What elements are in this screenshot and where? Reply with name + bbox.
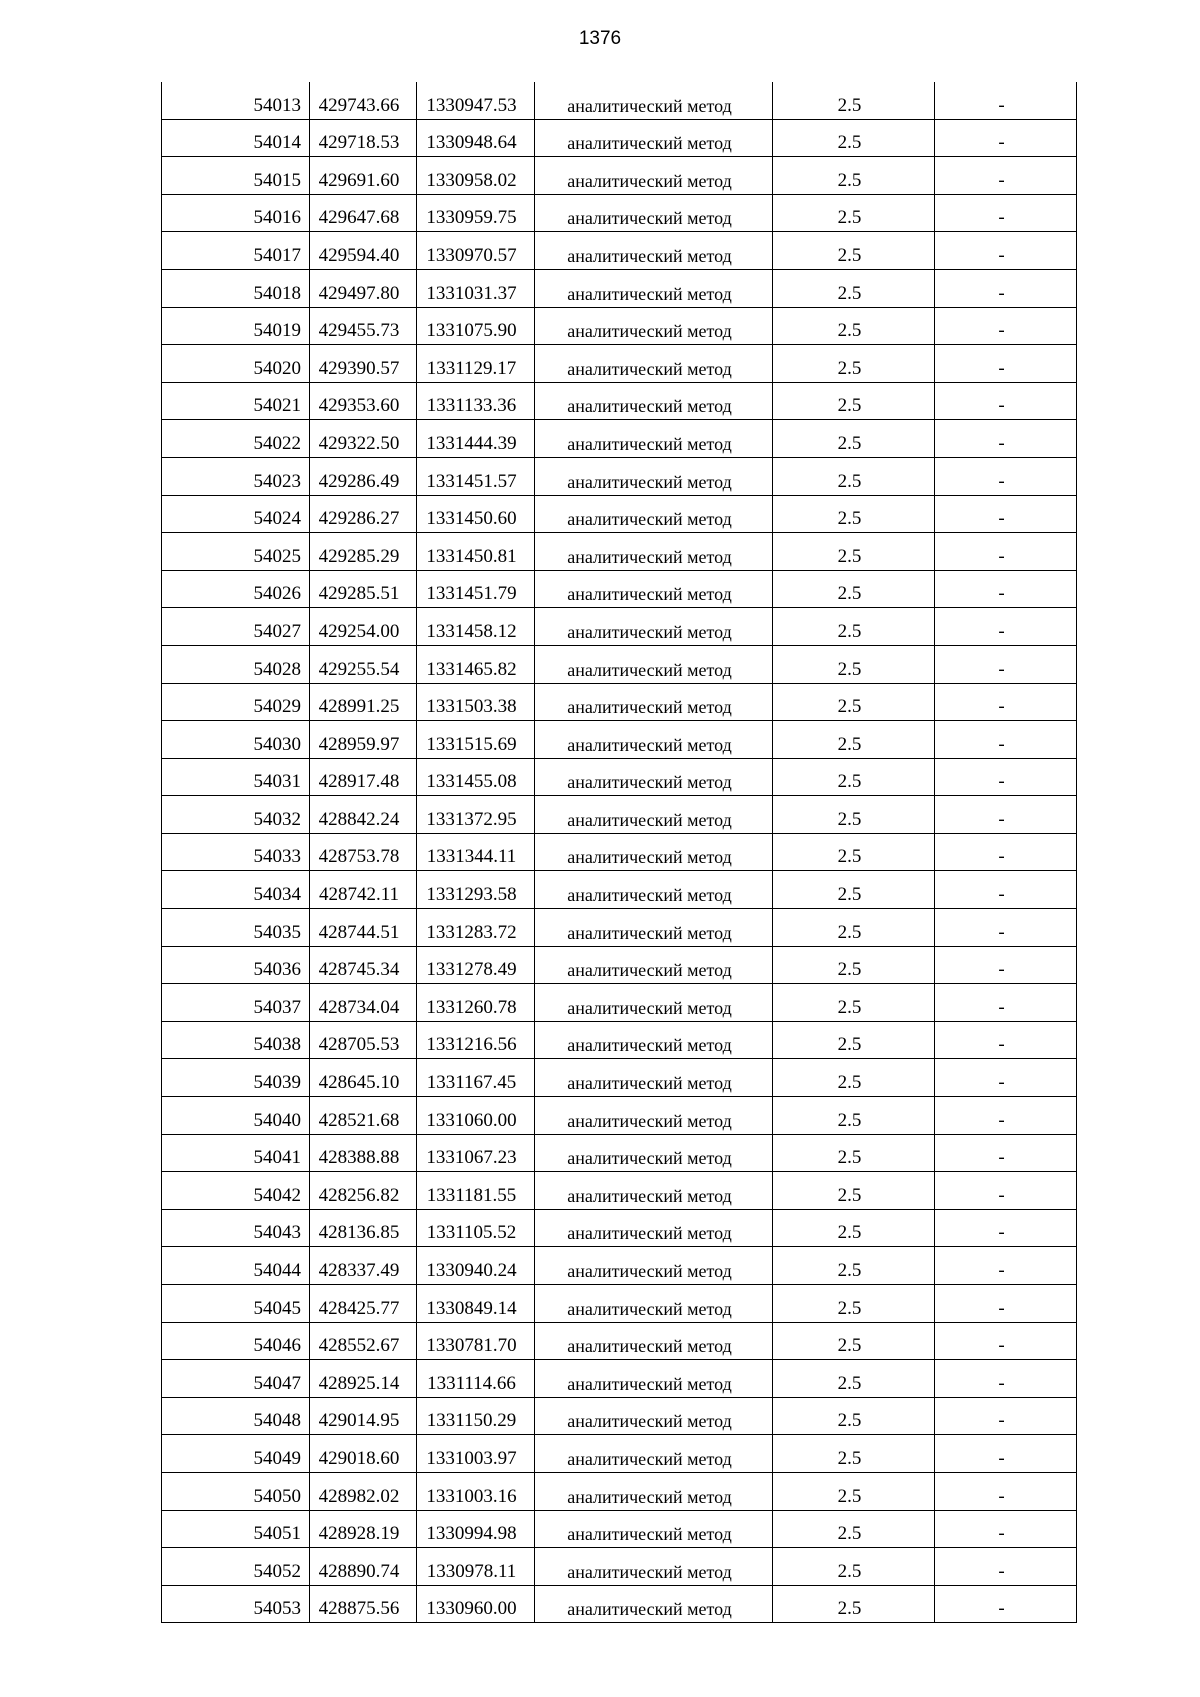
note-cell: - — [935, 420, 1077, 458]
method-cell: аналитический метод — [535, 683, 773, 721]
method-cell: аналитический метод — [535, 420, 773, 458]
method-cell: аналитический метод — [535, 1435, 773, 1473]
table-row — [162, 495, 1077, 533]
x-coordinate-cell: 428753.78 — [310, 833, 417, 871]
point-number-cell: 54013 — [162, 82, 310, 119]
accuracy-cell: 2.5 — [773, 1472, 935, 1510]
note-cell: - — [935, 796, 1077, 834]
y-coordinate-cell: 1331067.23 — [417, 1134, 535, 1172]
note-cell: - — [935, 82, 1077, 119]
x-coordinate-cell: 429497.80 — [310, 269, 417, 307]
accuracy-cell: 2.5 — [773, 721, 935, 759]
x-coordinate-cell: 428645.10 — [310, 1059, 417, 1097]
method-cell: аналитический метод — [535, 382, 773, 420]
table-row — [162, 871, 1077, 909]
point-number-cell: 54053 — [162, 1585, 310, 1623]
y-coordinate-cell: 1330947.53 — [417, 82, 535, 119]
table-row — [162, 194, 1077, 232]
y-coordinate-cell: 1330958.02 — [417, 157, 535, 195]
point-number-cell: 54034 — [162, 871, 310, 909]
note-cell: - — [935, 157, 1077, 195]
table-row — [162, 420, 1077, 458]
table-row — [162, 1097, 1077, 1135]
accuracy-cell: 2.5 — [773, 1435, 935, 1473]
point-number-cell: 54049 — [162, 1435, 310, 1473]
point-number-cell: 54014 — [162, 119, 310, 157]
y-coordinate-cell: 1331060.00 — [417, 1097, 535, 1135]
coordinates-table-body — [162, 82, 1077, 1623]
method-cell: аналитический метод — [535, 119, 773, 157]
y-coordinate-cell: 1330849.14 — [417, 1285, 535, 1323]
point-number-cell: 54036 — [162, 946, 310, 984]
note-cell: - — [935, 871, 1077, 909]
accuracy-cell: 2.5 — [773, 833, 935, 871]
accuracy-cell: 2.5 — [773, 382, 935, 420]
point-number-cell: 54019 — [162, 307, 310, 345]
point-number-cell: 54042 — [162, 1172, 310, 1210]
table-row — [162, 1585, 1077, 1623]
method-cell: аналитический метод — [535, 1247, 773, 1285]
point-number-cell: 54052 — [162, 1548, 310, 1586]
table-row — [162, 1059, 1077, 1097]
note-cell: - — [935, 345, 1077, 383]
y-coordinate-cell: 1330940.24 — [417, 1247, 535, 1285]
method-cell: аналитический метод — [535, 758, 773, 796]
accuracy-cell: 2.5 — [773, 796, 935, 834]
page-number: 1376 — [578, 28, 622, 49]
table-row — [162, 1472, 1077, 1510]
note-cell: - — [935, 1097, 1077, 1135]
note-cell: - — [935, 307, 1077, 345]
note-cell: - — [935, 1397, 1077, 1435]
method-cell: аналитический метод — [535, 1209, 773, 1247]
method-cell: аналитический метод — [535, 194, 773, 232]
note-cell: - — [935, 1059, 1077, 1097]
y-coordinate-cell: 1331133.36 — [417, 382, 535, 420]
point-number-cell: 54022 — [162, 420, 310, 458]
note-cell: - — [935, 645, 1077, 683]
table-row — [162, 1322, 1077, 1360]
point-number-cell: 54045 — [162, 1285, 310, 1323]
table-row — [162, 119, 1077, 157]
x-coordinate-cell: 428890.74 — [310, 1548, 417, 1586]
table-row — [162, 1247, 1077, 1285]
note-cell: - — [935, 570, 1077, 608]
x-coordinate-cell: 428337.49 — [310, 1247, 417, 1285]
y-coordinate-cell: 1331278.49 — [417, 946, 535, 984]
point-number-cell: 54020 — [162, 345, 310, 383]
note-cell: - — [935, 984, 1077, 1022]
accuracy-cell: 2.5 — [773, 1322, 935, 1360]
table-row — [162, 1134, 1077, 1172]
y-coordinate-cell: 1331031.37 — [417, 269, 535, 307]
accuracy-cell: 2.5 — [773, 1021, 935, 1059]
point-number-cell: 54023 — [162, 457, 310, 495]
method-cell: аналитический метод — [535, 157, 773, 195]
table-row — [162, 269, 1077, 307]
point-number-cell: 54031 — [162, 758, 310, 796]
y-coordinate-cell: 1330959.75 — [417, 194, 535, 232]
table-row — [162, 82, 1077, 119]
table-row — [162, 1548, 1077, 1586]
method-cell: аналитический метод — [535, 1397, 773, 1435]
y-coordinate-cell: 1331075.90 — [417, 307, 535, 345]
method-cell: аналитический метод — [535, 82, 773, 119]
y-coordinate-cell: 1331181.55 — [417, 1172, 535, 1210]
accuracy-cell: 2.5 — [773, 1059, 935, 1097]
y-coordinate-cell: 1330781.70 — [417, 1322, 535, 1360]
note-cell: - — [935, 457, 1077, 495]
note-cell: - — [935, 683, 1077, 721]
accuracy-cell: 2.5 — [773, 82, 935, 119]
table-row — [162, 721, 1077, 759]
table-row — [162, 796, 1077, 834]
accuracy-cell: 2.5 — [773, 269, 935, 307]
table-row — [162, 683, 1077, 721]
method-cell: аналитический метод — [535, 909, 773, 947]
accuracy-cell: 2.5 — [773, 1097, 935, 1135]
note-cell: - — [935, 1172, 1077, 1210]
accuracy-cell: 2.5 — [773, 232, 935, 270]
x-coordinate-cell: 428925.14 — [310, 1360, 417, 1398]
accuracy-cell: 2.5 — [773, 119, 935, 157]
point-number-cell: 54038 — [162, 1021, 310, 1059]
method-cell: аналитический метод — [535, 1285, 773, 1323]
accuracy-cell: 2.5 — [773, 758, 935, 796]
point-number-cell: 54015 — [162, 157, 310, 195]
accuracy-cell: 2.5 — [773, 1510, 935, 1548]
method-cell: аналитический метод — [535, 1360, 773, 1398]
x-coordinate-cell: 428136.85 — [310, 1209, 417, 1247]
table-row — [162, 758, 1077, 796]
y-coordinate-cell: 1331515.69 — [417, 721, 535, 759]
x-coordinate-cell: 428425.77 — [310, 1285, 417, 1323]
method-cell: аналитический метод — [535, 533, 773, 571]
y-coordinate-cell: 1331450.81 — [417, 533, 535, 571]
accuracy-cell: 2.5 — [773, 1285, 935, 1323]
point-number-cell: 54050 — [162, 1472, 310, 1510]
y-coordinate-cell: 1331216.56 — [417, 1021, 535, 1059]
y-coordinate-cell: 1331105.52 — [417, 1209, 535, 1247]
accuracy-cell: 2.5 — [773, 495, 935, 533]
method-cell: аналитический метод — [535, 1059, 773, 1097]
x-coordinate-cell: 429286.27 — [310, 495, 417, 533]
x-coordinate-cell: 428705.53 — [310, 1021, 417, 1059]
accuracy-cell: 2.5 — [773, 1585, 935, 1623]
point-number-cell: 54040 — [162, 1097, 310, 1135]
table-row — [162, 1397, 1077, 1435]
point-number-cell: 54018 — [162, 269, 310, 307]
accuracy-cell: 2.5 — [773, 645, 935, 683]
table-row — [162, 533, 1077, 571]
point-number-cell: 54027 — [162, 608, 310, 646]
x-coordinate-cell: 429254.00 — [310, 608, 417, 646]
point-number-cell: 54029 — [162, 683, 310, 721]
note-cell: - — [935, 758, 1077, 796]
note-cell: - — [935, 194, 1077, 232]
y-coordinate-cell: 1331451.57 — [417, 457, 535, 495]
point-number-cell: 54028 — [162, 645, 310, 683]
x-coordinate-cell: 428928.19 — [310, 1510, 417, 1548]
accuracy-cell: 2.5 — [773, 345, 935, 383]
note-cell: - — [935, 946, 1077, 984]
x-coordinate-cell: 429353.60 — [310, 382, 417, 420]
x-coordinate-cell: 429285.51 — [310, 570, 417, 608]
accuracy-cell: 2.5 — [773, 1360, 935, 1398]
point-number-cell: 54035 — [162, 909, 310, 947]
point-number-cell: 54025 — [162, 533, 310, 571]
table-row — [162, 232, 1077, 270]
table-row — [162, 1285, 1077, 1323]
accuracy-cell: 2.5 — [773, 871, 935, 909]
accuracy-cell: 2.5 — [773, 1397, 935, 1435]
note-cell: - — [935, 1548, 1077, 1586]
note-cell: - — [935, 1585, 1077, 1623]
method-cell: аналитический метод — [535, 946, 773, 984]
x-coordinate-cell: 429285.29 — [310, 533, 417, 571]
table-row — [162, 1510, 1077, 1548]
accuracy-cell: 2.5 — [773, 307, 935, 345]
y-coordinate-cell: 1331003.97 — [417, 1435, 535, 1473]
point-number-cell: 54043 — [162, 1209, 310, 1247]
method-cell: аналитический метод — [535, 1134, 773, 1172]
x-coordinate-cell: 429390.57 — [310, 345, 417, 383]
x-coordinate-cell: 429718.53 — [310, 119, 417, 157]
x-coordinate-cell: 428917.48 — [310, 758, 417, 796]
x-coordinate-cell: 428742.11 — [310, 871, 417, 909]
y-coordinate-cell: 1330948.64 — [417, 119, 535, 157]
method-cell: аналитический метод — [535, 1472, 773, 1510]
table-row — [162, 1172, 1077, 1210]
x-coordinate-cell: 429743.66 — [310, 82, 417, 119]
accuracy-cell: 2.5 — [773, 1172, 935, 1210]
note-cell: - — [935, 833, 1077, 871]
x-coordinate-cell: 428982.02 — [310, 1472, 417, 1510]
point-number-cell: 54048 — [162, 1397, 310, 1435]
note-cell: - — [935, 232, 1077, 270]
method-cell: аналитический метод — [535, 871, 773, 909]
method-cell: аналитический метод — [535, 1172, 773, 1210]
note-cell: - — [935, 1510, 1077, 1548]
x-coordinate-cell: 428521.68 — [310, 1097, 417, 1135]
method-cell: аналитический метод — [535, 1585, 773, 1623]
y-coordinate-cell: 1331344.11 — [417, 833, 535, 871]
method-cell: аналитический метод — [535, 984, 773, 1022]
method-cell: аналитический метод — [535, 645, 773, 683]
table-row — [162, 645, 1077, 683]
note-cell: - — [935, 1134, 1077, 1172]
y-coordinate-cell: 1331444.39 — [417, 420, 535, 458]
table-row — [162, 157, 1077, 195]
y-coordinate-cell: 1331114.66 — [417, 1360, 535, 1398]
accuracy-cell: 2.5 — [773, 570, 935, 608]
x-coordinate-cell: 429455.73 — [310, 307, 417, 345]
x-coordinate-cell: 428959.97 — [310, 721, 417, 759]
method-cell: аналитический метод — [535, 269, 773, 307]
x-coordinate-cell: 428842.24 — [310, 796, 417, 834]
y-coordinate-cell: 1331129.17 — [417, 345, 535, 383]
accuracy-cell: 2.5 — [773, 457, 935, 495]
point-number-cell: 54032 — [162, 796, 310, 834]
y-coordinate-cell: 1330960.00 — [417, 1585, 535, 1623]
accuracy-cell: 2.5 — [773, 1548, 935, 1586]
y-coordinate-cell: 1331503.38 — [417, 683, 535, 721]
table-row — [162, 946, 1077, 984]
x-coordinate-cell: 428552.67 — [310, 1322, 417, 1360]
point-number-cell: 54016 — [162, 194, 310, 232]
point-number-cell: 54026 — [162, 570, 310, 608]
note-cell: - — [935, 721, 1077, 759]
y-coordinate-cell: 1330970.57 — [417, 232, 535, 270]
method-cell: аналитический метод — [535, 1097, 773, 1135]
point-number-cell: 54030 — [162, 721, 310, 759]
table-row — [162, 457, 1077, 495]
accuracy-cell: 2.5 — [773, 157, 935, 195]
y-coordinate-cell: 1331465.82 — [417, 645, 535, 683]
note-cell: - — [935, 608, 1077, 646]
table-row — [162, 1021, 1077, 1059]
x-coordinate-cell: 428734.04 — [310, 984, 417, 1022]
x-coordinate-cell: 429691.60 — [310, 157, 417, 195]
y-coordinate-cell: 1331150.29 — [417, 1397, 535, 1435]
method-cell: аналитический метод — [535, 307, 773, 345]
x-coordinate-cell: 428388.88 — [310, 1134, 417, 1172]
accuracy-cell: 2.5 — [773, 608, 935, 646]
x-coordinate-cell: 428744.51 — [310, 909, 417, 947]
coordinates-table — [161, 82, 1077, 1623]
point-number-cell: 54017 — [162, 232, 310, 270]
y-coordinate-cell: 1331293.58 — [417, 871, 535, 909]
y-coordinate-cell: 1331260.78 — [417, 984, 535, 1022]
point-number-cell: 54051 — [162, 1510, 310, 1548]
table-row — [162, 1360, 1077, 1398]
accuracy-cell: 2.5 — [773, 194, 935, 232]
point-number-cell: 54047 — [162, 1360, 310, 1398]
method-cell: аналитический метод — [535, 608, 773, 646]
table-row — [162, 1435, 1077, 1473]
method-cell: аналитический метод — [535, 232, 773, 270]
point-number-cell: 54046 — [162, 1322, 310, 1360]
x-coordinate-cell: 428991.25 — [310, 683, 417, 721]
y-coordinate-cell: 1331283.72 — [417, 909, 535, 947]
method-cell: аналитический метод — [535, 796, 773, 834]
y-coordinate-cell: 1331455.08 — [417, 758, 535, 796]
y-coordinate-cell: 1331372.95 — [417, 796, 535, 834]
accuracy-cell: 2.5 — [773, 984, 935, 1022]
x-coordinate-cell: 428256.82 — [310, 1172, 417, 1210]
point-number-cell: 54021 — [162, 382, 310, 420]
x-coordinate-cell: 429286.49 — [310, 457, 417, 495]
note-cell: - — [935, 1435, 1077, 1473]
table-row — [162, 570, 1077, 608]
x-coordinate-cell: 429594.40 — [310, 232, 417, 270]
x-coordinate-cell: 429255.54 — [310, 645, 417, 683]
note-cell: - — [935, 1021, 1077, 1059]
method-cell: аналитический метод — [535, 721, 773, 759]
method-cell: аналитический метод — [535, 833, 773, 871]
accuracy-cell: 2.5 — [773, 909, 935, 947]
table-row — [162, 345, 1077, 383]
point-number-cell: 54041 — [162, 1134, 310, 1172]
method-cell: аналитический метод — [535, 1322, 773, 1360]
table-row — [162, 1209, 1077, 1247]
note-cell: - — [935, 533, 1077, 571]
note-cell: - — [935, 495, 1077, 533]
method-cell: аналитический метод — [535, 570, 773, 608]
note-cell: - — [935, 1209, 1077, 1247]
note-cell: - — [935, 909, 1077, 947]
y-coordinate-cell: 1331167.45 — [417, 1059, 535, 1097]
method-cell: аналитический метод — [535, 457, 773, 495]
method-cell: аналитический метод — [535, 345, 773, 383]
table-row — [162, 984, 1077, 1022]
x-coordinate-cell: 429014.95 — [310, 1397, 417, 1435]
accuracy-cell: 2.5 — [773, 420, 935, 458]
accuracy-cell: 2.5 — [773, 1209, 935, 1247]
table-row — [162, 909, 1077, 947]
accuracy-cell: 2.5 — [773, 533, 935, 571]
accuracy-cell: 2.5 — [773, 946, 935, 984]
method-cell: аналитический метод — [535, 1021, 773, 1059]
note-cell: - — [935, 1360, 1077, 1398]
y-coordinate-cell: 1331451.79 — [417, 570, 535, 608]
point-number-cell: 54033 — [162, 833, 310, 871]
table-row — [162, 833, 1077, 871]
note-cell: - — [935, 119, 1077, 157]
note-cell: - — [935, 1285, 1077, 1323]
note-cell: - — [935, 1322, 1077, 1360]
accuracy-cell: 2.5 — [773, 1247, 935, 1285]
method-cell: аналитический метод — [535, 1548, 773, 1586]
point-number-cell: 54024 — [162, 495, 310, 533]
y-coordinate-cell: 1331458.12 — [417, 608, 535, 646]
point-number-cell: 54037 — [162, 984, 310, 1022]
y-coordinate-cell: 1331450.60 — [417, 495, 535, 533]
note-cell: - — [935, 1247, 1077, 1285]
x-coordinate-cell: 429647.68 — [310, 194, 417, 232]
x-coordinate-cell: 429322.50 — [310, 420, 417, 458]
note-cell: - — [935, 269, 1077, 307]
table-row — [162, 382, 1077, 420]
table-row — [162, 608, 1077, 646]
note-cell: - — [935, 382, 1077, 420]
method-cell: аналитический метод — [535, 1510, 773, 1548]
accuracy-cell: 2.5 — [773, 683, 935, 721]
accuracy-cell: 2.5 — [773, 1134, 935, 1172]
x-coordinate-cell: 429018.60 — [310, 1435, 417, 1473]
point-number-cell: 54039 — [162, 1059, 310, 1097]
note-cell: - — [935, 1472, 1077, 1510]
table-row — [162, 307, 1077, 345]
point-number-cell: 54044 — [162, 1247, 310, 1285]
x-coordinate-cell: 428745.34 — [310, 946, 417, 984]
y-coordinate-cell: 1330994.98 — [417, 1510, 535, 1548]
y-coordinate-cell: 1330978.11 — [417, 1548, 535, 1586]
method-cell: аналитический метод — [535, 495, 773, 533]
x-coordinate-cell: 428875.56 — [310, 1585, 417, 1623]
y-coordinate-cell: 1331003.16 — [417, 1472, 535, 1510]
